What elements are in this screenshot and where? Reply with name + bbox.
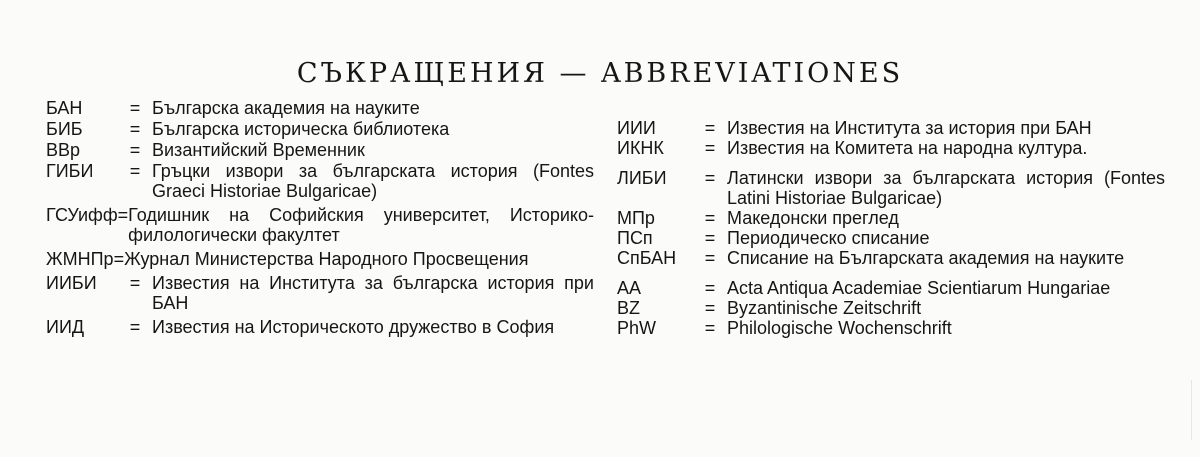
abbreviation-meaning: Латински извори за българската история (Fontes Latini Historiae Bulgaricae) [727,168,1165,208]
abbreviation-entry [46,119,594,139]
abbreviation-meaning: Периодическо списание [727,228,930,248]
page-edge-shadow [1191,380,1192,440]
abbreviation-entry [46,273,594,313]
abbreviation: ЛИБИ [617,168,667,188]
abbreviation-meaning: Известия на Историческото дружество в София [152,317,555,337]
equals-sign: = [704,278,716,298]
equals-sign: = [129,161,141,181]
abbreviation-entry [617,318,1165,338]
equals-sign: = [704,248,716,268]
abbreviation-meaning: Acta Antiqua Academiae Scientiarum Hungariae [727,278,1111,298]
abbreviation-entry [46,205,594,245]
abbreviation-meaning: Philologische Wochenschrift [727,318,952,338]
abbreviation-meaning: Гръцки извори за българската история (Fontes Graeci Historiae Bulgaricae) [152,161,594,201]
equals-sign: = [704,208,716,228]
abbreviation: PhW [617,318,657,338]
abbreviation: БИБ [46,119,83,139]
abbreviation: ИКНК [617,138,664,158]
abbreviations-left-column [46,98,594,338]
abbreviation: ИИД [46,317,85,337]
abbreviation: ИИБИ [46,273,97,293]
abbreviation: МПр [617,208,655,228]
abbreviation: BZ [617,298,641,318]
abbreviation-entry [617,248,1165,268]
equals-sign: = [704,318,716,338]
abbreviation-meaning: Журнал Министерства Народного Просвещения [124,249,529,269]
equals-sign: = [704,168,716,188]
abbreviation-meaning: Известия на Института за история при БАН [727,118,1092,138]
abbreviation-entry [617,278,1165,298]
abbreviation: ЖМНПр [46,249,114,269]
abbreviation: AA [617,278,642,298]
abbreviation-meaning: Списание на Българската академия на науките [727,248,1125,268]
abbreviation-meaning: Годишник на Софийския университет, Историко-филологически факултет [128,205,594,245]
abbreviation: ГИБИ [46,161,94,181]
abbreviation: ПСп [617,228,653,248]
abbreviation-meaning: Известия на Института за българска история при БАН [152,273,594,313]
equals-sign: = [129,140,141,160]
abbreviation-meaning: Българска академия на науките [152,98,420,118]
equals-sign: = [129,317,141,337]
abbreviation-entry [46,161,594,201]
abbreviation-entry [46,317,594,337]
abbreviation-meaning: Известия на Комитета на народна култура. [727,138,1088,158]
abbreviation: ВВр [46,140,81,160]
equals-sign: = [704,138,716,158]
page-title: СЪКРАЩЕНИЯ — ABBREVIATIONES [296,58,904,89]
abbreviation: ГСУифф [46,205,118,225]
abbreviation-entry [46,249,594,269]
equals-sign: = [129,98,141,118]
equals-sign: = [704,228,716,248]
abbreviations-right-column [617,118,1165,338]
abbreviation-meaning: Македонски преглед [727,208,899,228]
abbreviation-meaning: Българска историческа библиотека [152,119,450,139]
equals-sign: = [704,118,716,138]
abbreviation-entry [46,140,594,160]
abbreviation: ИИИ [617,118,656,138]
equals-sign: = [129,273,141,293]
abbreviation-entry [617,118,1165,138]
abbreviation-entry [617,138,1165,158]
abbreviation: БАН [46,98,83,118]
abbreviation-meaning: Византийский Временник [152,140,365,160]
equals-sign: = [117,205,129,225]
abbreviation: СпБАН [617,248,677,268]
abbreviation-meaning: Byzantinische Zeitschrift [727,298,922,318]
equals-sign: = [113,249,125,269]
abbreviation-entry [617,228,1165,248]
abbreviation-entry [617,298,1165,318]
abbreviation-entry [46,98,594,118]
equals-sign: = [129,119,141,139]
equals-sign: = [704,298,716,318]
abbreviation-entry [617,168,1165,208]
abbreviation-entry [617,208,1165,228]
